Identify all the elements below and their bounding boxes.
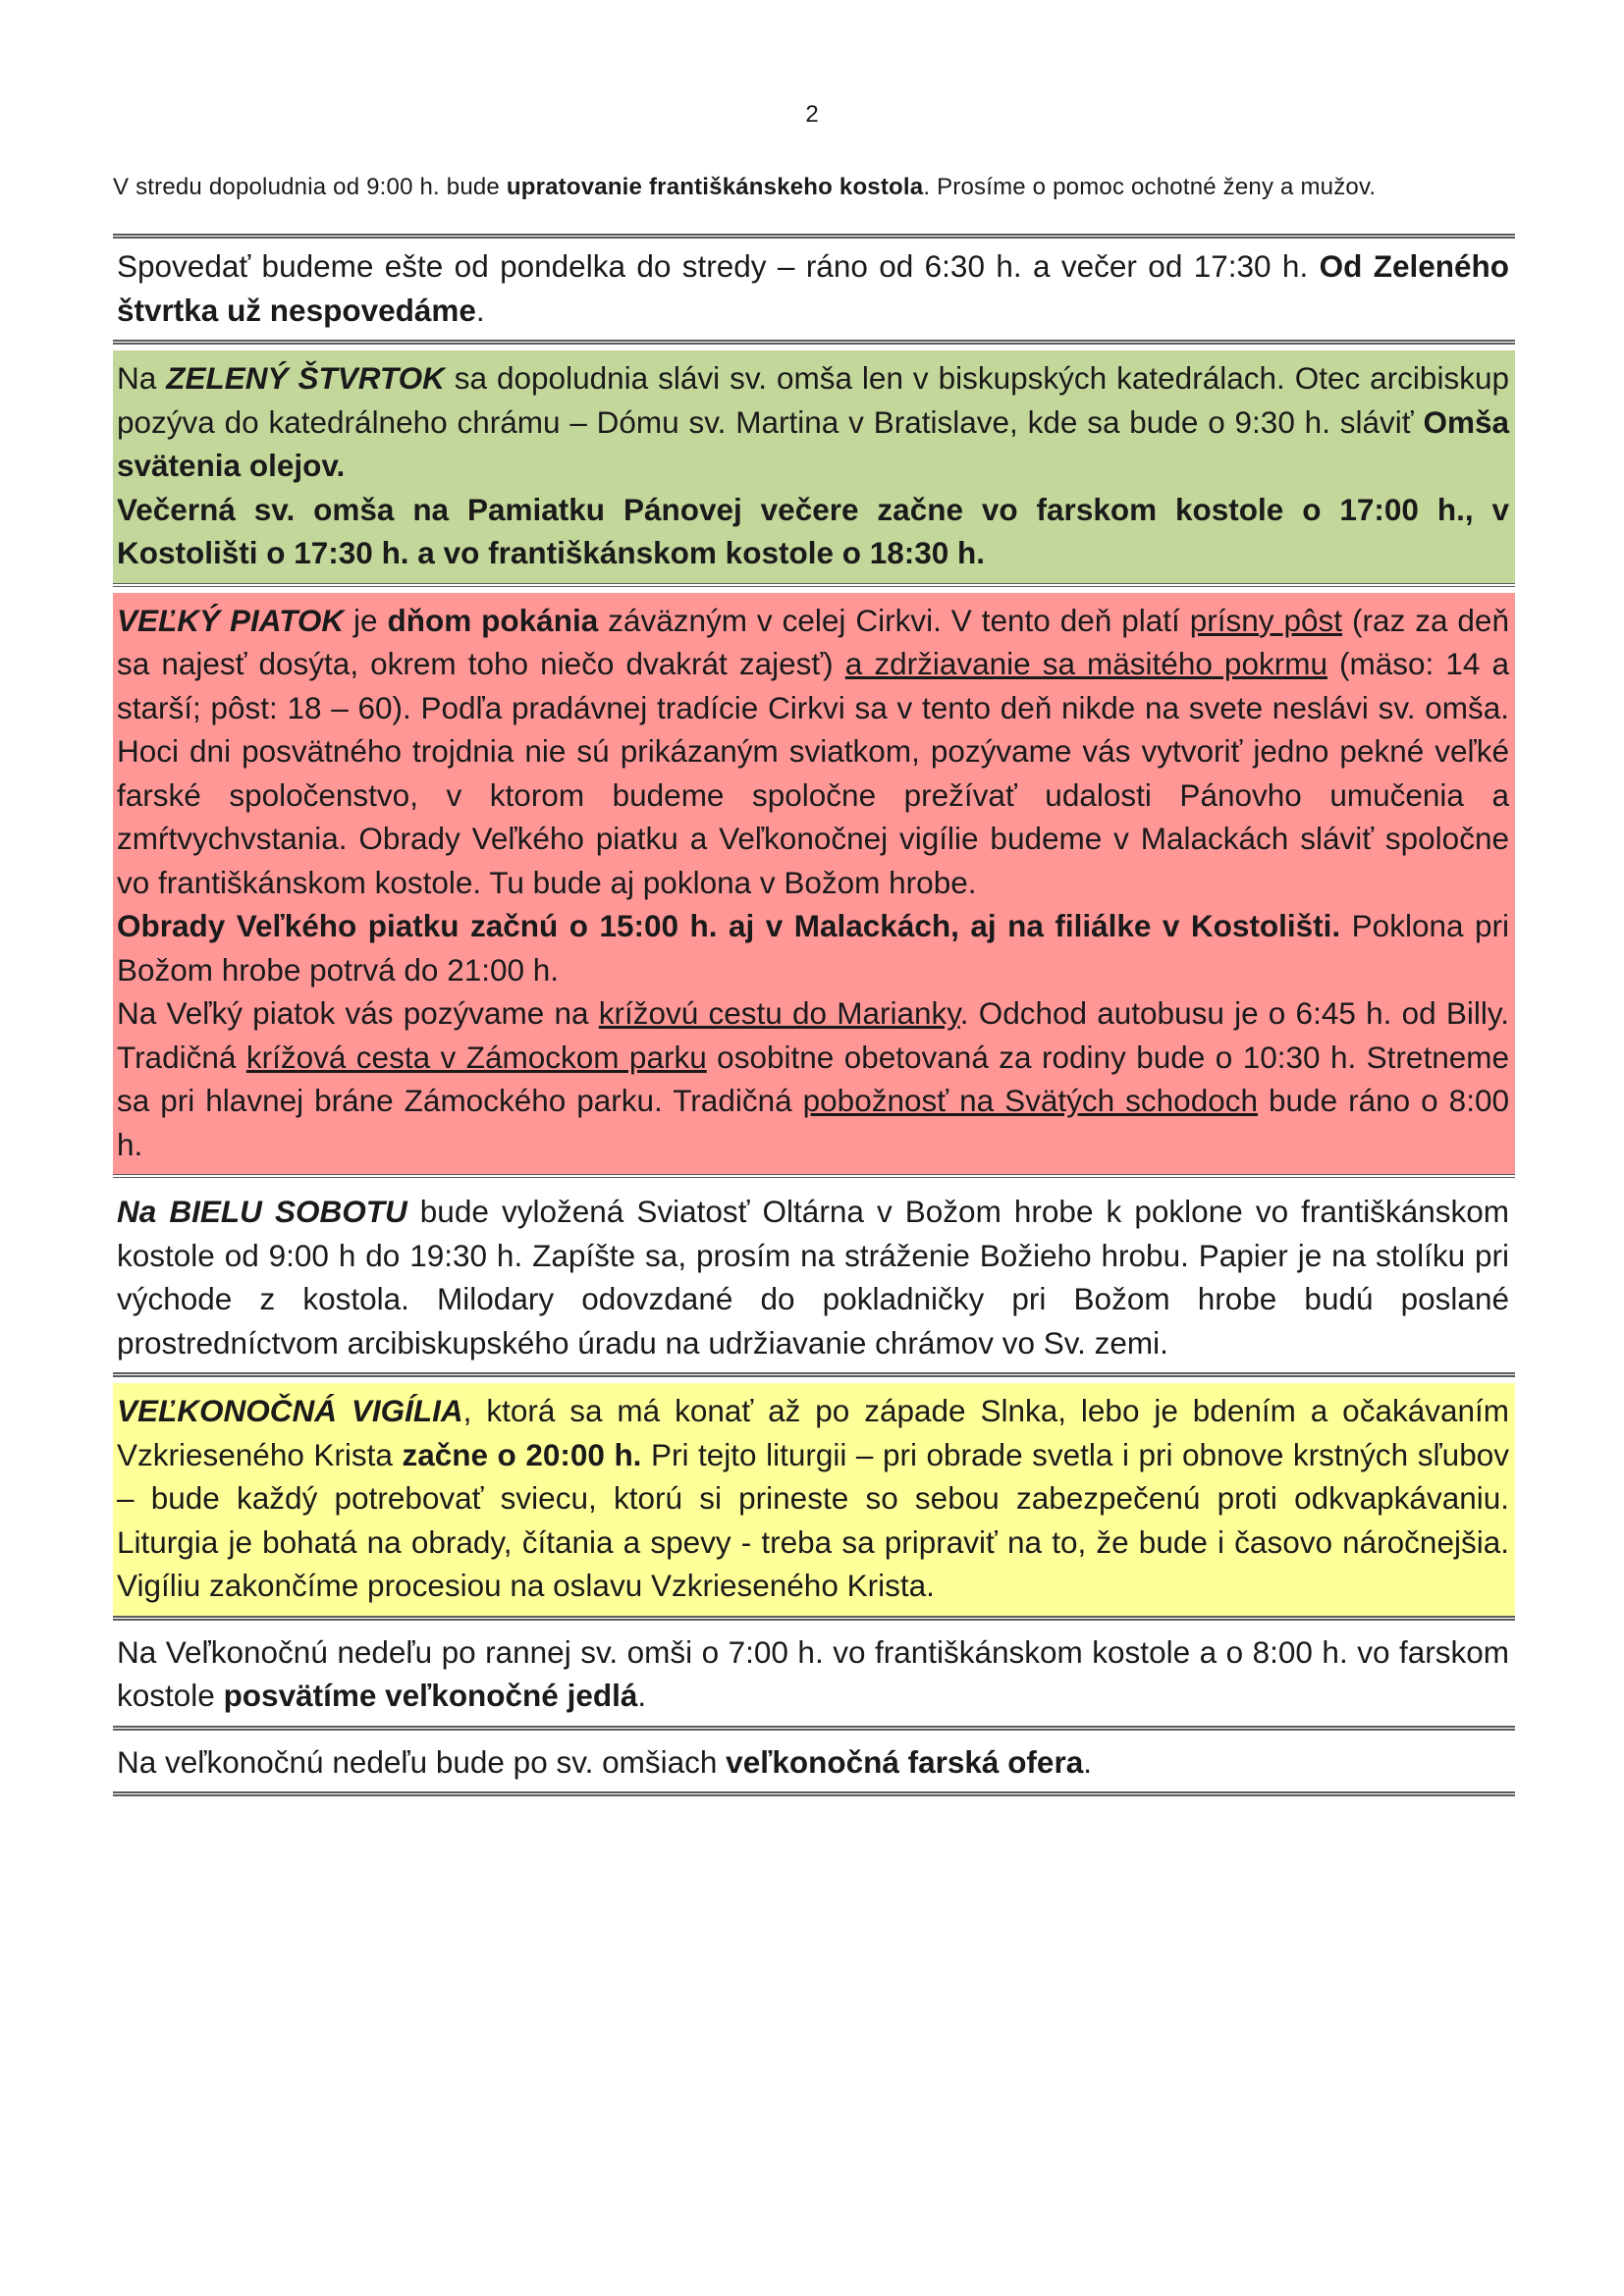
confession-text: Spovedať budeme ešte od pondelka do stredy – ráno od 6:30 h. a večer od 17:30 h. <box>117 248 1320 284</box>
sunday-text-end: . <box>637 1678 647 1713</box>
divider <box>113 1616 1515 1621</box>
friday-text-8: osobitne obetovaná za rodiny bude o 10:30 h. Stretneme sa pri hlavnej bráne Zámockého parku. Tradičná <box>117 1039 1509 1118</box>
vigil-heading: VEĽKONOČNÁ VIGÍLIA <box>117 1393 463 1428</box>
friday-text-3: (raz za deň sa najesť dosýta, okrem toho niečo dvakrát zajesť) <box>117 602 1509 681</box>
holy-saturday-block <box>113 1184 1515 1372</box>
intro-bold: upratovanie františkánskeho kostola <box>506 174 924 200</box>
friday-text-4: (mäso: 14 a starší; pôst: 18 – 60). Podľa pradávnej tradície Cirkvi sa v tento deň nikde na svete neslávi sv. omša. Hoci dni posvätného trojdnia nie sú prikázaným sviatkom, pozývame vás vytvoriť jedno pekné veľké farské spoločenstvo, v ktorom budeme spoločne prežívať udalosti Pánovho umučenia a zmŕtvychvstania. Obrady Veľkého piatku a Veľkonočnej vigílie budeme v Malackách sláviť spoločne vo františkánskom kostole. Tu bude aj poklona v Božom hrobe. <box>117 646 1509 900</box>
intro-paragraph <box>113 169 1515 206</box>
bulletin-content <box>113 169 1515 1796</box>
friday-underline-stairs: pobožnosť na Svätých schodoch <box>802 1083 1259 1118</box>
thursday-text-2: sa dopoludnia slávi sv. omša len v biskupských katedrálach. Otec arcibiskup pozýva do katedrálneho chrámu – Dómu sv. Martina v Bratislave, kde sa bude o 9:30 h. sláviť <box>117 360 1509 440</box>
holy-thursday-block <box>113 350 1515 583</box>
friday-underline-park: krížová cesta v Zámockom parku <box>245 1039 707 1075</box>
friday-bold: dňom pokánia <box>387 602 599 638</box>
good-friday-block <box>113 593 1515 1175</box>
confession-block <box>113 239 1515 340</box>
friday-text: je <box>344 602 388 638</box>
friday-underline-abstinence: a zdržiavanie sa mäsitého pokrmu <box>844 646 1327 681</box>
thursday-text: Na <box>117 360 167 396</box>
friday-text-5: Poklona pri Božom hrobe potrvá do 21:00 h. <box>117 908 1509 988</box>
thursday-evening-mass: Večerná sv. omša na Pamiatku Pánovej večere začne vo farskom kostole o 17:00 h., v Kostolišti o 17:30 h. a vo františkánskom kostole o 18:30 h. <box>117 491 1509 570</box>
friday-text-6: Na Veľký piatok vás pozývame na <box>117 995 599 1031</box>
divider <box>113 583 1515 587</box>
intro-text: V stredu dopoludnia od 9:00 h. bude <box>113 174 507 200</box>
saturday-text: bude vyložená Sviatosť Oltárna v Božom hrobe k poklone vo františkánskom kostole od 9:00 h do 19:30 h. Zapíšte sa, prosím na stráženie Božieho hrobu. Papier je na stolíku pri východe z kostola. Milodary odovzdané do pokladničky pri Božom hrobe budú poslané prostredníctvom arcibiskupského úradu na udržiavanie chrámov vo Sv. zemi. <box>117 1194 1509 1361</box>
divider <box>113 1174 1515 1178</box>
confession-bold: Od Zeleného štvrtka už nespovedáme <box>117 248 1509 328</box>
friday-heading: VEĽKÝ PIATOK <box>117 602 345 638</box>
offering-bold: veľkonočná farská ofera <box>726 1743 1084 1780</box>
easter-sunday-block <box>113 1625 1515 1726</box>
easter-vigil-block <box>113 1383 1515 1616</box>
friday-text-2: záväzným v celej Cirkvi. V tento deň platí <box>598 602 1190 638</box>
offering-text-end: . <box>1083 1743 1092 1780</box>
divider <box>113 340 1515 345</box>
vigil-text-2: Pri tejto liturgii – pri obrade svetla i pri obnove krstných sľubov – bude každý potrebovať sviecu, ktorú si prineste so sebou zabezpečenú proti odkvapkávaniu. Liturgia je bohatá na obrady, čítania a spevy - treba sa pripraviť na to, že bude i časovo náročnejšia. Vigíliu zakončíme procesiou na oslavu Vzkrieseného Krista. <box>117 1436 1509 1603</box>
divider <box>113 1726 1515 1731</box>
divider <box>113 1791 1515 1796</box>
offering-block <box>113 1735 1515 1792</box>
confession-text-end: . <box>475 292 485 328</box>
sunday-bold: posvätíme veľkonočné jedlá <box>223 1678 638 1713</box>
vigil-text: , ktorá sa má konať až po západe Slnka, lebo je bdením a očakávaním Vzkrieseného Krista <box>117 1393 1510 1472</box>
vigil-bold: začne o 20:00 h. <box>402 1436 642 1472</box>
sunday-text: Na Veľkonočnú nedeľu po rannej sv. omši o 7:00 h. vo františkánskom kostole a o 8:00 h. vo farskom kostole <box>117 1633 1509 1713</box>
friday-text-7: . Odchod autobusu je o 6:45 h. od Billy. Tradičná <box>117 995 1509 1075</box>
friday-underline-fast: prísny pôst <box>1189 602 1343 638</box>
friday-underline-marianka: krížovú cestu do Marianky <box>598 995 960 1031</box>
thursday-bold: Omša svätenia olejov. <box>117 403 1509 483</box>
page-number: 2 <box>805 101 819 128</box>
offering-text: Na veľkonočnú nedeľu bude po sv. omšiach <box>117 1743 727 1780</box>
friday-text-9: bude ráno o 8:00 h. <box>117 1083 1509 1162</box>
intro-text-end: . Prosíme o pomoc ochotné ženy a mužov. <box>923 174 1377 200</box>
thursday-heading: ZELENÝ ŠTVRTOK <box>166 360 445 396</box>
saturday-heading: Na BIELU SOBOTU <box>117 1194 407 1229</box>
divider <box>113 1372 1515 1377</box>
friday-rites-bold: Obrady Veľkého piatku začnú o 15:00 h. aj v Malackách, aj na filiálke v Kostolišti. <box>117 908 1341 943</box>
